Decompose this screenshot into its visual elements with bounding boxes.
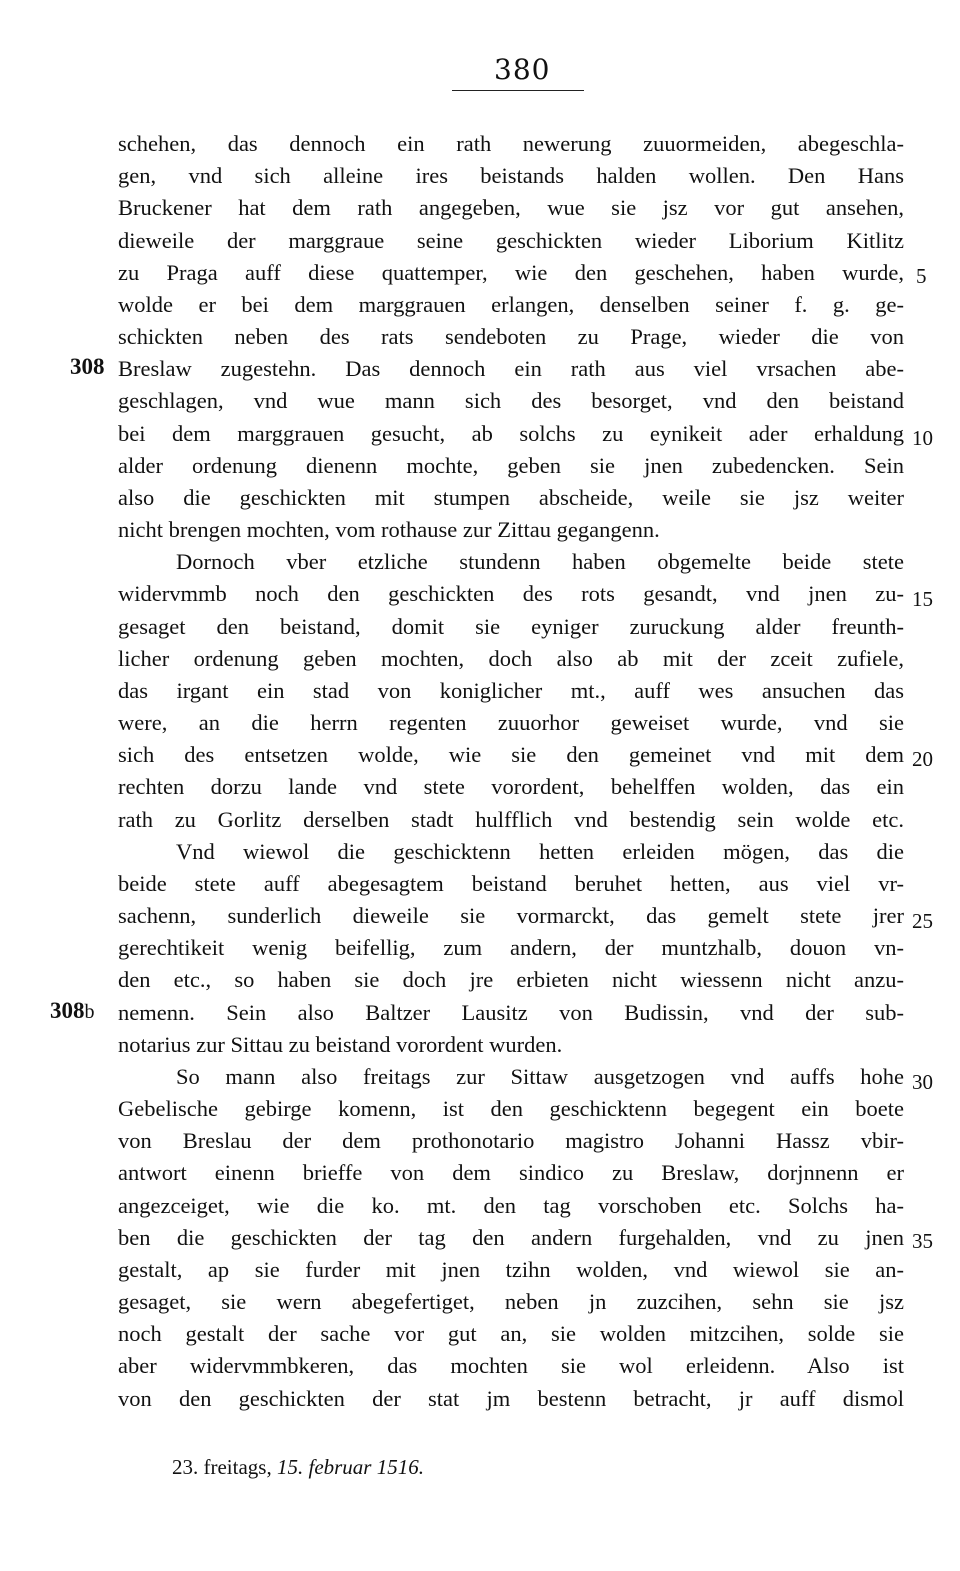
marginal-folio-number: 308 — [50, 998, 85, 1023]
text-line: bei dem marggrauen gesucht, ab solchs zu eynikeit ader erhaldung — [118, 421, 904, 446]
text-line: Dornoch vber etzliche stundenn haben obgemelte beide stete — [176, 549, 904, 574]
text-line: schehen, das dennoch ein rath newerung zuuormeiden, abegeschla- — [118, 131, 904, 156]
text-line: gestalt, ap sie furder mit jnen tzihn wolden, vnd wiewol sie an- — [118, 1257, 904, 1282]
text-line: alder ordenung dienenn mochte, geben sie jnen zubedencken. Sein — [118, 453, 904, 478]
text-line: wolde er bei dem marggrauen erlangen, denselben seiner f. g. ge- — [118, 292, 904, 317]
text-line: were, an die herrn regenten zuuorhor geweiset wurde, vnd sie — [118, 710, 904, 735]
marginal-folio-suffix: b — [84, 1001, 95, 1023]
text-line: Vnd wiewol die geschicktenn hetten erleiden mögen, das die — [176, 839, 904, 864]
line-number: 5 — [916, 264, 927, 288]
text-line: gen, vnd sich alleine ires beistands halden wollen. Den Hans — [118, 163, 904, 188]
text-line: ben die geschickten der tag den andern furgehalden, vnd zu jnen — [118, 1225, 904, 1250]
text-line: nemenn. Sein also Baltzer Lausitz von Budissin, vnd der sub- — [118, 1000, 904, 1025]
text-line: das irgant ein stad von koniglicher mt., auff wes ansuchen das — [118, 678, 904, 703]
text-line: notarius zur Sittau zu beistand vorordent wurden. — [118, 1032, 563, 1057]
text-line: sachenn, sunderlich dieweile sie vormarckt, das gemelt stete jrer — [118, 903, 904, 928]
page-number: 380 — [494, 53, 551, 86]
text-line: licher ordenung geben mochten, doch also ab mit der zceit zufiele, — [118, 646, 904, 671]
text-line: antwort einenn brieffe von dem sindico zu Breslaw, dorjnnenn er — [118, 1160, 904, 1185]
text-line: zu Praga auff diese quattemper, wie den geschehen, haben wurde, — [118, 260, 904, 285]
text-line: schickten neben des rats sendeboten zu Prage, wieder die von — [118, 324, 904, 349]
text-line: nicht brengen mochten, vom rothause zur Zittau gegangenn. — [118, 517, 660, 542]
line-number: 30 — [912, 1070, 933, 1094]
line-number: 15 — [912, 587, 933, 611]
line-number: 25 — [912, 909, 933, 933]
text-line: rechten dorzu lande vnd stete vorordent, behelffen wolden, das ein — [118, 774, 904, 799]
text-line: also die geschickten mit stumpen abscheide, weile sie jsz weiter — [118, 485, 904, 510]
text-line: von Breslau der dem prothonotario magistro Johanni Hassz vbir- — [118, 1128, 904, 1153]
text-line: gesaget den beistand, domit sie eyniger zuruckung alder freunth- — [118, 614, 904, 639]
text-line: dieweile der marggraue seine geschickten wieder Liborium Kitlitz — [118, 228, 904, 253]
text-line: geschlagen, vnd wue mann sich des besorget, vnd den beistand — [118, 388, 904, 413]
footnote-prefix: 23. freitags, — [172, 1455, 277, 1479]
text-line: von den geschickten der stat jm bestenn betracht, jr auff dismol — [118, 1386, 904, 1411]
footnote — [172, 1452, 424, 1482]
text-line: rath zu Gorlitz derselben stadt hulfflich vnd bestendig sein wolde etc. — [118, 807, 904, 832]
marginal-folio-note-b — [50, 995, 95, 1028]
text-line: widervmmb noch den geschickten des rots gesandt, vnd jnen zu- — [118, 581, 904, 606]
text-line: sich des entsetzen wolde, wie sie den gemeinet vnd mit dem — [118, 742, 904, 767]
text-line: aber widervmmbkeren, das mochten sie wol erleidenn. Also ist — [118, 1353, 904, 1378]
text-line: angezceiget, wie die ko. mt. den tag vorschoben etc. Solchs ha- — [118, 1193, 904, 1218]
line-number: 10 — [912, 426, 933, 450]
text-line: gerechtikeit wenig beifellig, zum andern, der muntzhalb, douon vn- — [118, 935, 904, 960]
text-line: Gebelische gebirge komenn, ist den geschicktenn begegent ein boete — [118, 1096, 904, 1121]
line-number: 20 — [912, 747, 933, 771]
text-line: Breslaw zugestehn. Das dennoch ein rath aus viel vrsachen abe- — [118, 356, 904, 381]
text-line: den etc., so haben sie doch jre erbieten nicht wiessenn nicht anzu- — [118, 967, 904, 992]
marginal-folio-note: 308 — [70, 354, 105, 379]
footnote-date: 15. februar 1516. — [276, 1455, 424, 1479]
text-line: noch gestalt der sache vor gut an, sie wolden mitzcihen, solde sie — [118, 1321, 904, 1346]
line-number: 35 — [912, 1229, 933, 1253]
text-line: So mann also freitags zur Sittaw ausgetzogen vnd auffs hohe — [176, 1064, 904, 1089]
text-line: beide stete auff abegesagtem beistand beruhet hetten, aus viel vr- — [118, 871, 904, 896]
text-line: gesaget, sie wern abegefertiget, neben jn zuzcihen, sehn sie jsz — [118, 1289, 904, 1314]
text-line: Bruckener hat dem rath angegeben, wue sie jsz vor gut ansehen, — [118, 195, 904, 220]
